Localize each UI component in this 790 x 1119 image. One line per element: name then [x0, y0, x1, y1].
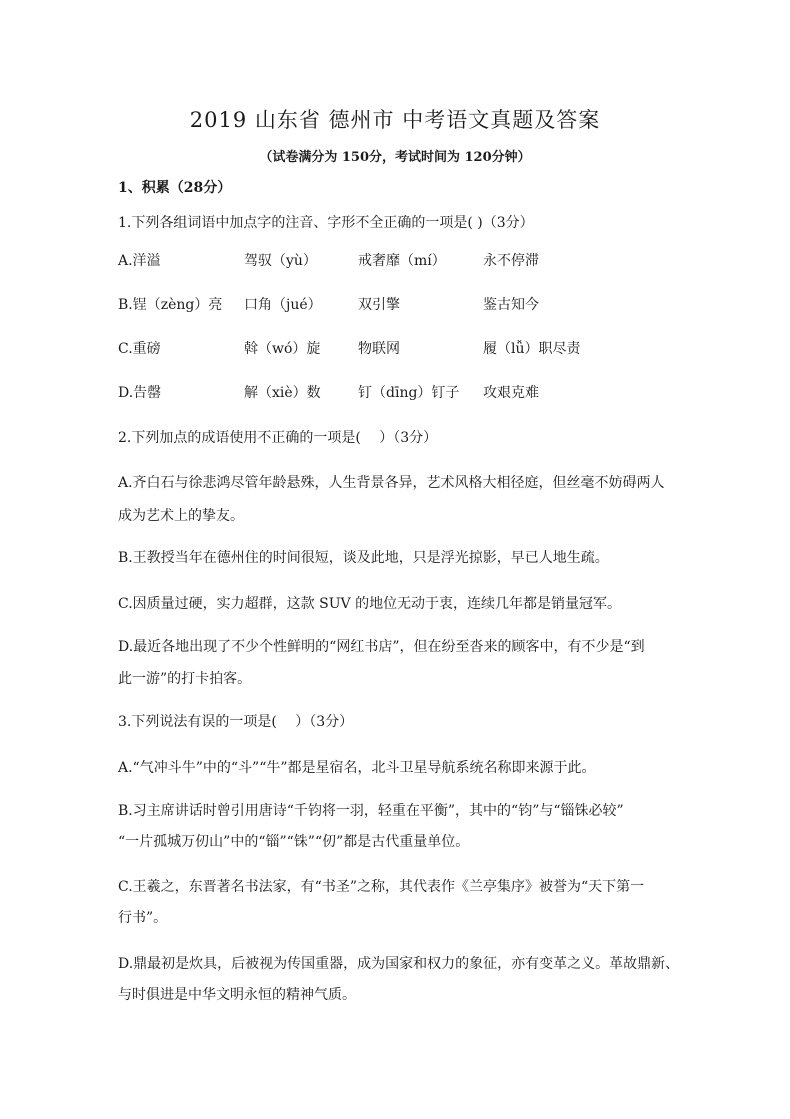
q1-row-a-col2: 驾驭（yù） — [244, 253, 317, 269]
q1-row-b-col4: 鉴古知今 — [483, 297, 539, 313]
q1-row-a-col4: 永不停滞 — [483, 253, 539, 269]
q1-row-b-col2: 口角（jué） — [244, 297, 322, 313]
q1-row-d-col4: 攻艰克难 — [483, 385, 539, 401]
q1-row-c-col3: 物联网 — [358, 341, 400, 357]
q1-row-b-col3: 双引擎 — [358, 297, 400, 313]
q2-option-a-line1: A.齐白石与徐悲鸿尽管年龄悬殊，人生背景各异，艺术风格大相径庭，但丝毫不妨碍两人 — [118, 475, 665, 491]
q3-option-c-line1: C.王羲之，东晋著名书法家，有“书圣”之称，其代表作《兰亭集序》被誉为“天下第一 — [118, 879, 645, 895]
q3-option-b-line2: “一片孤城万仞山”中的“锱”“铢”“仞”都是古代重量单位。 — [118, 834, 470, 850]
q2-option-b: B.王教授当年在德州住的时间很短，谈及此地，只是浮光掠影，早已人地生疏。 — [118, 550, 609, 566]
question-1-stem: 1.下列各组词语中加点字的注音、字形不全正确的一项是( )（3分） — [118, 215, 534, 231]
q1-row-c-col4: 履（lǚ）职尽责 — [483, 341, 581, 357]
q2-option-d-line1: D.最近各地出现了不少个性鲜明的“网红书店”，但在纷至沓来的顾客中，有不少是“到 — [118, 639, 645, 655]
q2-option-c: C.因质量过硬，实力超群，这款 SUV 的地位无动于衷，连续几年都是销量冠军。 — [118, 596, 622, 612]
q2-option-d-line2: 此一游”的打卡拍客。 — [118, 671, 252, 687]
q1-row-d-col1: D.告罄 — [118, 385, 162, 401]
q1-row-c-col1: C.重磅 — [118, 341, 161, 357]
document-title: 2019 山东省 德州市 中考语文真题及答案 — [189, 108, 601, 132]
q1-row-d-col2: 解（xiè）数 — [244, 385, 321, 401]
q3-option-b-line1: B.习主席讲话时曾引用唐诗“千钧将一羽，轻重在平衡”，其中的“钧”与“锱铢必较” — [118, 803, 624, 819]
section-heading: 1、积累（28分） — [118, 180, 232, 196]
q1-row-c-col2: 斡（wó）旋 — [244, 341, 321, 357]
q2-option-a-line2: 成为艺术上的挚友。 — [118, 508, 244, 524]
q3-option-d-line1: D.鼎最初是炊具，后被视为传国重器，成为国家和权力的象征，亦有变革之义。革故鼎新、 — [118, 956, 680, 972]
q3-option-a: A.“气冲斗牛”中的“斗”“牛”都是星宿名，北斗卫星导航系统名称即来源于此。 — [118, 760, 596, 776]
q1-row-d-col3: 钉（dīng）钉子 — [358, 385, 460, 401]
document-subtitle: （试卷满分为 150分，考试时间为 120分钟） — [259, 150, 531, 165]
q3-option-d-line2: 与时俱进是中华文明永恒的精神气质。 — [118, 987, 356, 1003]
question-3-stem: 3.下列说法有误的一项是( ）（3分） — [118, 714, 354, 730]
question-2-stem: 2.下列加点的成语使用不正确的一项是( ）（3分） — [118, 430, 438, 446]
q3-option-c-line2: 行书”。 — [118, 910, 168, 926]
q1-row-b-col1: B.锃（zèng）亮 — [118, 297, 223, 313]
q1-row-a-col3: 戒奢靡（mí） — [358, 253, 446, 269]
q1-row-a-col1: A.洋溢 — [118, 253, 161, 269]
